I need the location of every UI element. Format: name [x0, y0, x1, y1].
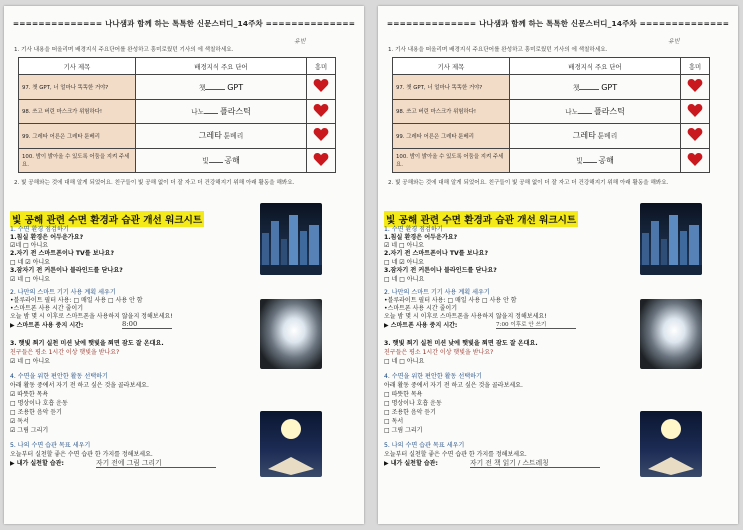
handwritten-answer: 툰베리	[223, 132, 244, 141]
question-1-options[interactable]: ☑네 □ 아니요	[10, 242, 49, 249]
col-title: 기사 제목	[393, 58, 510, 75]
article-title: 99. 그레타 어른은 그레타 툰베리	[19, 124, 136, 149]
table-row	[393, 124, 710, 149]
activity-instruction: 아래 활동 중에서 자기 전 하고 싶은 것을 골라보세요.	[384, 382, 523, 389]
city-night-image	[260, 203, 322, 275]
interest-cell	[307, 99, 336, 124]
instruction-2: 2. 빛 공해와는 것에 대해 알게 되었어요. 친구들이 빛 공해 없이 더 잘 자고 더 건강해지기 위해 아래 활동을 해봐요.	[14, 180, 295, 186]
activity-option[interactable]: □ 명상이나 호흡 운동	[384, 400, 442, 407]
table-row	[19, 148, 336, 173]
section-2-heading: 2. 나만의 스마트 기기 사용 계획 세우기	[10, 289, 116, 296]
activity-option[interactable]: □ 조용한 음악 듣기	[384, 409, 436, 416]
activity-instruction: 아래 활동 중에서 자기 전 하고 싶은 것을 골라보세요.	[10, 382, 149, 389]
phone-stop-time-label: ▶ 스마트폰 사용 중지 시간:	[10, 322, 84, 329]
worksheet-title: 빛 공해 관련 수면 환경과 습관 개선 워크시트	[384, 211, 578, 227]
heart-icon	[313, 78, 329, 93]
section-1-heading: 1. 수면 환경 점검하기	[10, 226, 69, 233]
section-5-heading: 5. 나의 수면 습관 목표 세우기	[384, 442, 465, 449]
question-2-options[interactable]: □ 네 ☑ 아니요	[10, 259, 50, 266]
heart-icon	[313, 103, 329, 118]
table-row	[393, 99, 710, 124]
question-3: 3.잠자기 전 커튼이나 블라인드를 닫나요?	[384, 267, 497, 274]
habit-instruction: 오늘부터 실천할 좋은 수면 습관 한 가지를 정해보세요.	[384, 451, 527, 458]
vocab-table	[392, 57, 710, 173]
section-3-heading: 3. 햇빛 쬐기 실천 미션 낮에 햇빛을 쬐면 잠도 잘 온대요.	[10, 340, 164, 347]
worksheet-page-right	[378, 6, 738, 524]
heart-icon	[313, 152, 329, 167]
heart-icon	[687, 78, 703, 93]
heart-icon	[687, 103, 703, 118]
typed-word: 그레타	[198, 131, 222, 141]
typed-word: 공해	[224, 155, 240, 165]
moon-icon	[260, 411, 322, 477]
keyword-cell	[136, 99, 307, 124]
heart-icon	[687, 127, 703, 142]
table-row	[19, 75, 336, 100]
habit-label: ▶ 내가 실천할 습관:	[384, 460, 438, 467]
phone-stop-time-answer[interactable]: 8:00	[122, 320, 172, 329]
smartphone-light-image	[640, 299, 702, 369]
question-3-options[interactable]: □ 네 □ 아니요	[384, 276, 425, 283]
interest-cell	[681, 75, 710, 100]
reduce-phone-line: •스마트폰 사용 시간 줄이기	[10, 305, 84, 312]
typed-word: 플라스틱	[219, 106, 251, 116]
sunlight-options[interactable]: ☑ 네 □ 아니요	[10, 358, 50, 365]
sunlight-question: 친구들은 평소 1시간 이상 햇빛을 받나요?	[10, 349, 120, 356]
col-interest: 흥미	[307, 58, 336, 75]
article-title: 98. 쓰고 버린 마스크가 위험하다!	[19, 99, 136, 124]
city-skyline-icon	[640, 203, 702, 275]
activity-option[interactable]: □ 명상이나 호흡 운동	[10, 400, 68, 407]
typed-word: GPT	[601, 82, 618, 92]
section-2-heading: 2. 나만의 스마트 기기 사용 계획 세우기	[384, 289, 490, 296]
typed-word: 플라스틱	[593, 106, 625, 116]
keyword-cell	[510, 99, 681, 124]
phone-stop-instruction: 오늘 밤 몇 시 이후로 스마트폰을 사용하지 않을지 정해보세요!	[10, 313, 173, 320]
question-2: 2.자기 전 스마트폰이나 TV를 보나요?	[384, 250, 488, 257]
heart-icon	[313, 127, 329, 142]
article-title: 100. 밤이 밝아올 수 있도록 어둠을 지켜 주세요.	[19, 148, 136, 173]
habit-label: ▶ 내가 실천할 습관:	[10, 460, 64, 467]
handwritten-answer: 빛	[576, 156, 583, 165]
question-3-options[interactable]: ☑ 네 □ 아니요	[10, 276, 50, 283]
table-row	[19, 99, 336, 124]
interest-cell	[307, 124, 336, 149]
interest-cell	[681, 124, 710, 149]
interest-cell	[681, 99, 710, 124]
article-title: 100. 밤이 밝아올 수 있도록 어둠을 지켜 주세요.	[393, 148, 510, 173]
blue-light-filter-line[interactable]: •블루라이트 필터 사용: □ 매일 사용 □ 사용 안 함	[384, 297, 517, 304]
page-header: ============== 나나샘과 함께 하는 톡톡한 신문스터디_14주차 ==============	[386, 19, 730, 28]
interest-cell	[681, 148, 710, 173]
section-1-heading: 1. 수면 환경 점검하기	[384, 226, 443, 233]
col-interest: 흥미	[681, 58, 710, 75]
interest-cell	[307, 148, 336, 173]
article-title: 97. 챗 GPT, 너 얼마나 똑똑한 거야?	[393, 75, 510, 100]
article-title: 98. 쓰고 버린 마스크가 위험하다!	[393, 99, 510, 124]
phone-stop-instruction: 오늘 밤 몇 시 이후로 스마트폰을 사용하지 않을지 정해보세요!	[384, 313, 547, 320]
instruction-1: 1. 기사 내용을 떠올리며 배경지식 주요단어를 완성하고 흥미로웠던 기사의 에 색칠하세요.	[14, 47, 234, 53]
activity-option[interactable]: ☑ 독서	[10, 418, 29, 425]
worksheet-title: 빛 공해 관련 수면 환경과 습관 개선 워크시트	[10, 211, 204, 227]
interest-cell	[307, 75, 336, 100]
typed-word: 그레타	[572, 131, 596, 141]
city-skyline-icon	[260, 203, 322, 275]
typed-word: GPT	[227, 82, 244, 92]
instruction-2: 2. 빛 공해와는 것에 대해 알게 되었어요. 친구들이 빛 공해 없이 더 잘 자고 더 건강해지기 위해 아래 활동을 해봐요.	[388, 180, 669, 186]
table-header-row	[19, 58, 336, 75]
section-5-heading: 5. 나의 수면 습관 목표 세우기	[10, 442, 91, 449]
activity-option[interactable]: □ 조용한 음악 듣기	[10, 409, 62, 416]
heart-icon	[687, 152, 703, 167]
handwritten-answer: 나노	[191, 107, 205, 116]
table-header-row	[393, 58, 710, 75]
handwritten-answer: 툰베리	[597, 132, 618, 141]
habit-instruction: 오늘부터 실천할 좋은 수면 습관 한 가지를 정해보세요.	[10, 451, 153, 458]
article-title: 97. 챗 GPT, 너 얼마나 똑똑한 거야?	[19, 75, 136, 100]
student-name: 유빈	[668, 38, 680, 45]
moon-book-image	[260, 411, 322, 477]
question-2-options[interactable]: □ 네 ☑ 아니요	[384, 259, 424, 266]
habit-answer[interactable]: 자기 전에 그림 그리기	[96, 457, 216, 468]
question-1: 1.침실 환경은 어두운가요?	[384, 234, 458, 241]
activity-option[interactable]: □ 따뜻한 목욕	[384, 391, 423, 398]
table-row	[393, 75, 710, 100]
blue-light-filter-line[interactable]: •블루라이트 필터 사용: □ 매일 사용 □ 사용 안 함	[10, 297, 143, 304]
keyword-cell	[136, 124, 307, 149]
page-header: ============== 나나샘과 함께 하는 톡톡한 신문스터디_14주차 ==============	[12, 19, 356, 28]
article-title: 99. 그레타 어른은 그레타 툰베리	[393, 124, 510, 149]
col-word: 배경지식 주요 단어	[510, 58, 681, 75]
smartphone-light-image	[260, 299, 322, 369]
vocab-table	[18, 57, 336, 173]
phone-stop-time-answer[interactable]: 7:00 이후로 안 쓰기	[496, 320, 576, 329]
habit-answer[interactable]: 자기 전 책 읽기 / 스트레칭	[470, 457, 600, 468]
activity-option[interactable]: □ 독서	[384, 418, 404, 425]
activity-option[interactable]: ☑ 따뜻한 목욕	[10, 391, 49, 398]
reduce-phone-line: •스마트폰 사용 시간 줄이기	[384, 305, 458, 312]
city-night-image	[640, 203, 702, 275]
question-1-options[interactable]: ☑ 네 □ 아니요	[384, 242, 424, 249]
typed-word: 공해	[598, 155, 614, 165]
student-name: 유빈	[294, 38, 306, 45]
instruction-1: 1. 기사 내용을 떠올리며 배경지식 주요단어를 완성하고 흥미로웠던 기사의 에 색칠하세요.	[388, 47, 608, 53]
handwritten-answer: 빛	[202, 156, 209, 165]
worksheet-page-left	[4, 6, 364, 524]
keyword-cell	[136, 148, 307, 173]
sunlight-question: 친구들은 평소 1시간 이상 햇빛을 받나요?	[384, 349, 494, 356]
section-4-heading: 4. 수면을 위한 편안한 활동 선택하기	[384, 373, 482, 380]
moon-icon	[640, 411, 702, 477]
question-2: 2.자기 전 스마트폰이나 TV를 보나요?	[10, 250, 114, 257]
section-3-heading: 3. 햇빛 쬐기 실천 미션 낮에 햇빛을 쬐면 잠도 잘 온대요.	[384, 340, 538, 347]
keyword-cell	[136, 75, 307, 100]
col-title: 기사 제목	[19, 58, 136, 75]
col-word: 배경지식 주요 단어	[136, 58, 307, 75]
table-row	[393, 148, 710, 173]
activity-option[interactable]: ☑ 그림 그리기	[10, 427, 49, 434]
question-1: 1.침실 환경은 어두운가요?	[10, 234, 84, 241]
sunlight-options[interactable]: □ 네 □ 아니요	[384, 358, 425, 365]
handwritten-answer: 챗	[572, 83, 580, 92]
phone-stop-time-label: ▶ 스마트폰 사용 중지 시간:	[384, 322, 458, 329]
handwritten-answer: 나노	[565, 107, 579, 116]
question-3: 3.잠자기 전 커튼이나 블라인드를 닫나요?	[10, 267, 123, 274]
keyword-cell	[510, 124, 681, 149]
moon-book-image	[640, 411, 702, 477]
activity-option[interactable]: □ 그림 그리기	[384, 427, 423, 434]
keyword-cell	[510, 148, 681, 173]
section-4-heading: 4. 수면을 위한 편안한 활동 선택하기	[10, 373, 108, 380]
keyword-cell	[510, 75, 681, 100]
table-row	[19, 124, 336, 149]
handwritten-answer: 챗	[198, 83, 206, 92]
